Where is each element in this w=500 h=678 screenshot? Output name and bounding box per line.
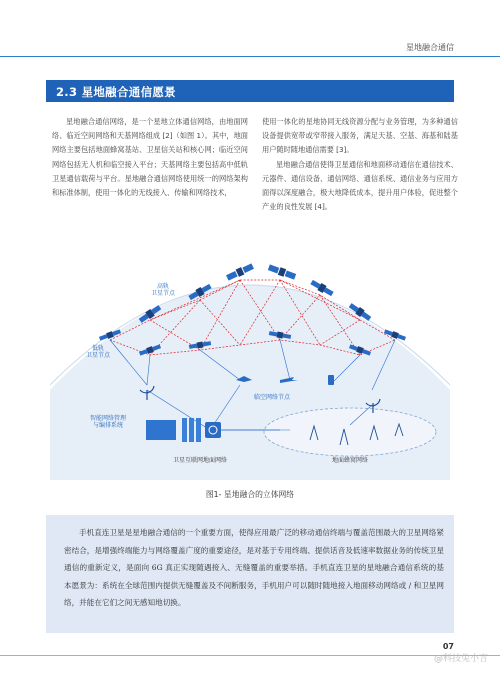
label-near-space: 临空网络节点 (253, 394, 291, 401)
section-bar (46, 80, 454, 102)
right-paragraph-2: 星地融合通信使得卫星通信和地面移动通信在通信技术、元器件、通信设备、通信网络、通信系统、通信业务与应用方面得以深度融合，极大地降低成本，提升用户体验，促进整个产业的良性发展 [4]。 (262, 159, 458, 212)
quote-box (46, 515, 454, 633)
cellular-network-area (264, 408, 436, 456)
label-high-orbit: 高轨卫星节点 (150, 283, 176, 297)
quote-text: 手机直连卫星是星地融合通信的一个重要方面，使得应用最广泛的移动通信终端与覆盖范围最大的卫星网络紧密结合，是增强终端能力与网络覆盖广度的重要途径，是对基于专用终端、提供话音及低速率数据业务的传统卫星通信的重新定义，是面向 6G 真正实现随遇接入、无缝覆盖的重要举措。手机直连卫星的星地融合通信系统的基本愿景为：系统在全球范围内提供无缝覆盖及不间断服务，手机用户可以随时随地接入地面移动网络或 / 和卫星网络，并能在它们之间无感知地切换。 (64, 528, 444, 608)
page-number: 07 (442, 642, 454, 651)
section-title: 2.3 星地融合通信愿景 (56, 85, 176, 99)
header-rule (0, 56, 500, 57)
left-paragraph: 星地融合通信网络，是一个星地立体通信网络，由地面网络、临近空间网络和天基网络组成 [2]（如图 1）。其中，地面网络主要包括地面蜂窝基站、卫星信关站和核心网；临近空间网络包括无人机和临空接入平台；天基网络主要包括高中低轨卫星通信载荷与平台。星地融合通信网络使用统一的网络架构和标准体制，使用一体化的无线接入、传输和网络技术， (52, 117, 248, 198)
footer-rule (0, 655, 500, 656)
label-management: 智能网络管理与编排系统 (89, 415, 127, 429)
left-column-text (52, 115, 248, 200)
figure-caption: 图1- 星地融合的立体网络 (205, 490, 295, 499)
header-title: 星地融合通信 (406, 43, 454, 52)
label-ground-cellular: 地面蜂窝网络 (331, 457, 369, 464)
label-ground-gateway: 卫星互联网地面网络 (172, 457, 228, 464)
right-column-text (262, 115, 458, 214)
watermark: @科技兔小言 (433, 654, 488, 664)
network-figure (50, 240, 450, 480)
label-low-orbit: 低轨卫星节点 (85, 345, 111, 359)
right-paragraph-1: 使用一体化的星地协同无线资源分配与业务管理，为多种通信设备提供宽带或窄带接入服务，满足天基、空基、海基和陆基用户随时随地通信需要 [3]。 (262, 117, 458, 155)
